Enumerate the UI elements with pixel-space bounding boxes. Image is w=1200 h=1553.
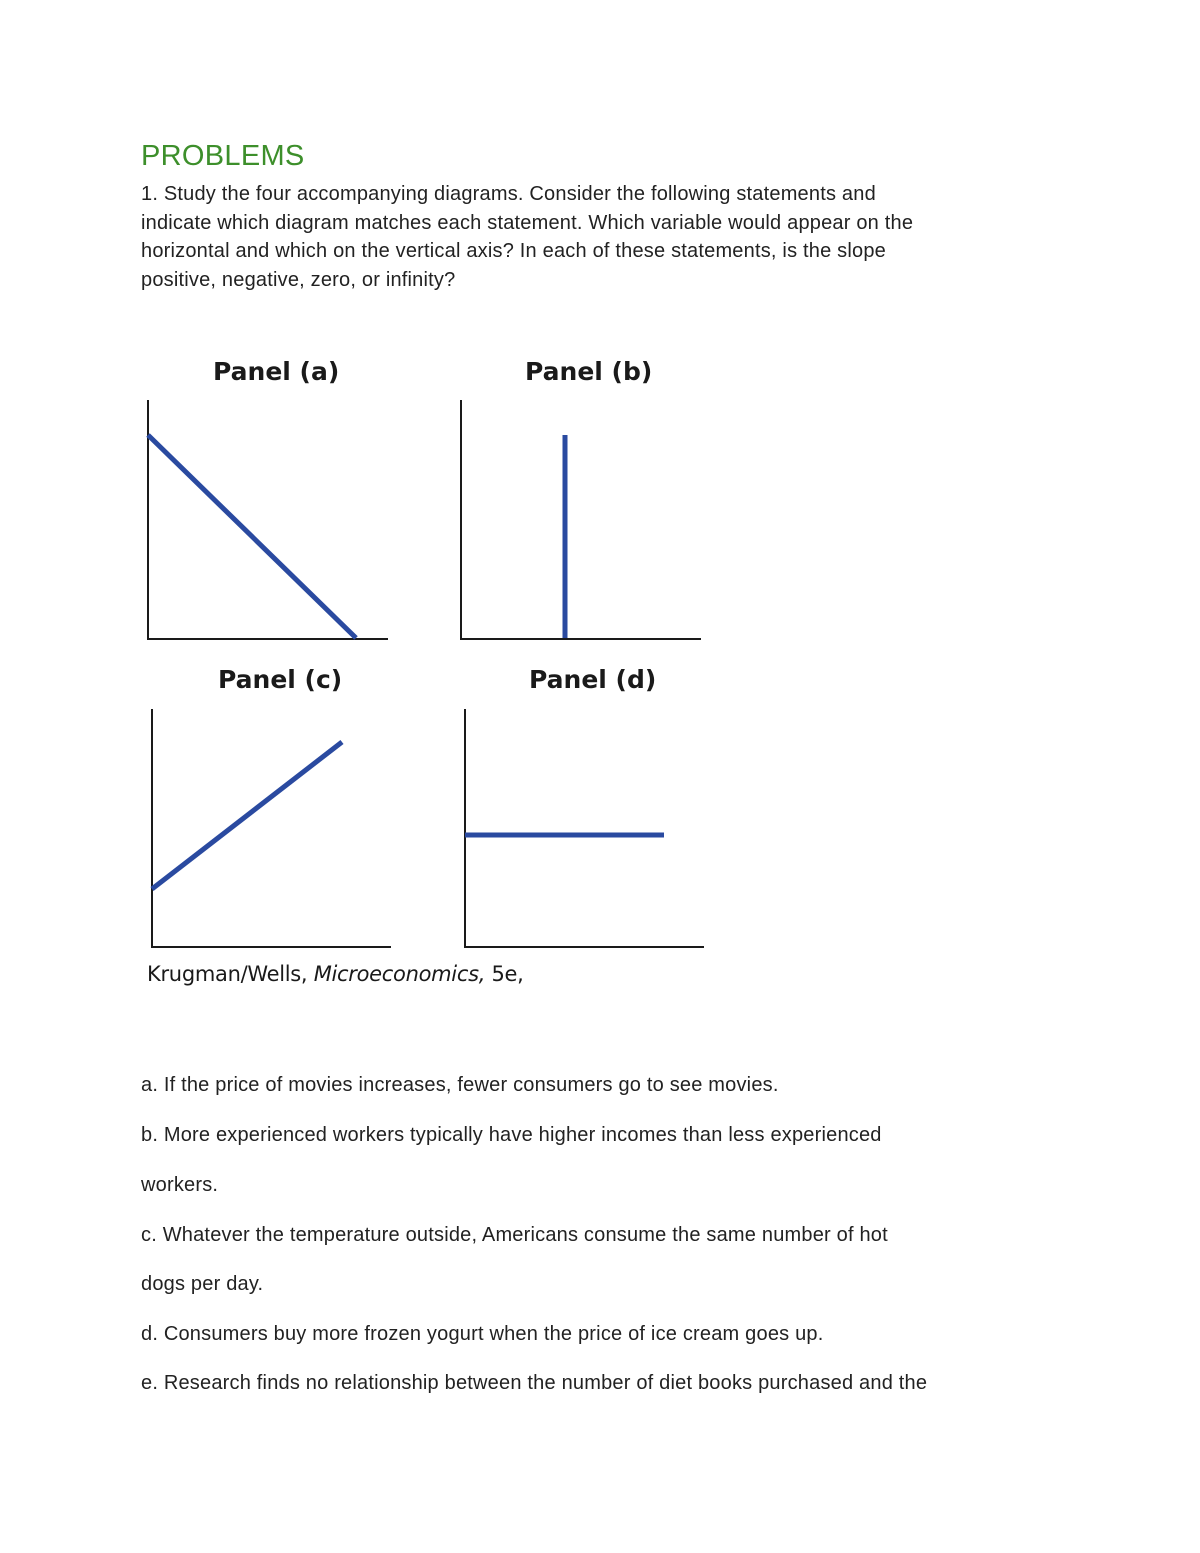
statement-a: a. If the price of movies increases, fewer consumers go to see movies. [141,1074,779,1096]
intro-line: positive, negative, zero, or infinity? [141,268,456,291]
panel-c-title: Panel (c) [218,665,343,694]
panel-d-graph [465,709,704,947]
credit-book: Microeconomics, [313,962,486,986]
problems-heading: PROBLEMS [141,140,305,172]
statement-b-continued: workers. [141,1174,219,1196]
statement-d: d. Consumers buy more frozen yogurt when the price of ice cream goes up. [141,1323,824,1345]
panel-d-title: Panel (d) [529,665,657,694]
panel-c-graph [152,709,391,947]
intro-line: horizontal and which on the vertical axis? In each of these statements, is the slope [141,240,886,262]
panel-d-axes [465,709,704,947]
panel-a-graph [148,400,388,639]
statement-c: c. Whatever the temperature outside, Americans consume the same number of hot [141,1224,888,1246]
panel-a-axes [148,400,388,639]
panel-c-curve [152,742,342,889]
panel-b-title: Panel (b) [525,357,653,386]
intro-line: indicate which diagram matches each statement. Which variable would appear on the [141,211,914,234]
statement-b: b. More experienced workers typically have higher incomes than less experienced [141,1124,882,1146]
statement-e: e. Research finds no relationship between the number of diet books purchased and the [141,1372,928,1394]
figure-credit [147,962,524,986]
statement-c-continued: dogs per day. [141,1273,264,1295]
panel-a-title: Panel (a) [213,357,340,386]
panel-a-curve [148,435,356,638]
panel-b-graph [461,400,701,639]
panel-c-axes [152,709,391,947]
panel-b-axes [461,400,701,639]
intro-line: 1. Study the four accompanying diagrams. Consider the following statements and [141,183,876,205]
credit-authors: Krugman/Wells, [147,962,308,986]
credit-edition: 5e, [491,962,524,986]
